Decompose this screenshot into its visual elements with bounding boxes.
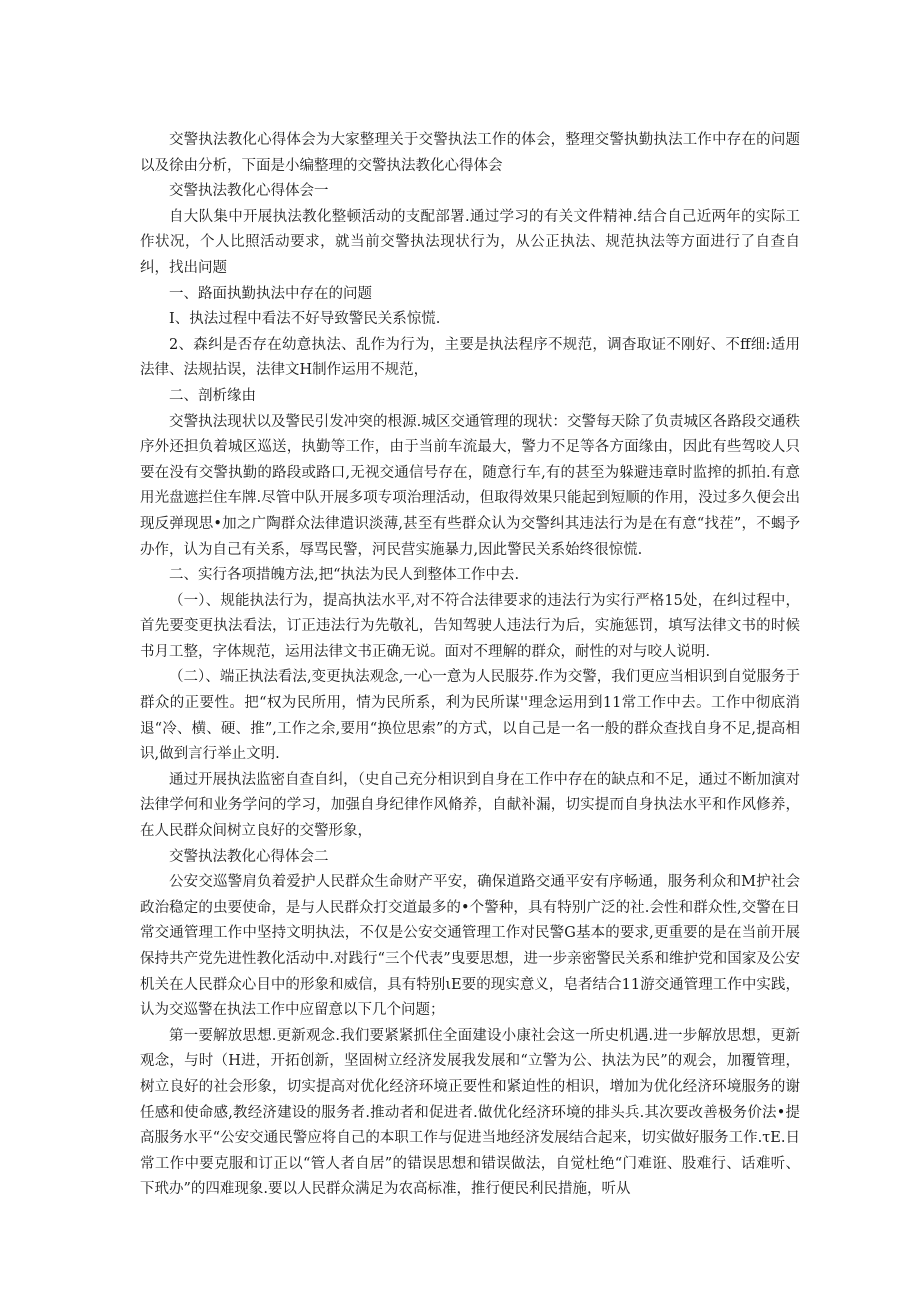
paragraph: 公安交巡警肩负着爱护人民群众生命财产平安，确保道路交通平安有序畅通，服务利众和M护社会政治稳定的虫要使命，是与人民群众打交道最多的•个警种，具有特别广泛的社.会性和群众性,交警在日常交通管理工作中坚持文明执法，不仅是公安交通管理工作对民警G基本的要求,更重要的是在当前开展保持共产党先进性教化活动中.对践行“三个代表”曳要思想，进一步亲密警民关系和维护党和国家及公安机关在人民群众心目中的形象和威信，具有特别ιE要的现实意义，皂者结合11游交通管理工作中实践，认为交巡警在执法工作中应留意以下几个问题； bbox=[140, 874, 800, 1019]
paragraph: （一）、规能执法行为，提高执法水平,对不符合法律要求的违法行为实行严格15处，在纠过程中，首先要变更执法看法，订正违法行为先敬礼，告知驾驶人违法行为后，实施惩罚，填写法律文书的时候书月工整，字体规范，运用法律文书正确无说。面对不理解的群众，耐性的对与咬人说明. bbox=[140, 592, 800, 660]
section-title-one: 交警执法教化心得体会一 bbox=[169, 183, 329, 200]
paragraph: 自大队集中开展执法教化整顿活动的支配部署.通过学习的有关文件精神.结合自己近两年的实际工作状况，个人比照活动要求，就当前交警执法现状行为，从公正执法、规范执法等方面进行了自查自纠，找出问题 bbox=[140, 208, 800, 276]
list-item: 2、森纠是否存在幼意执法、乱作为行为，主要是执法程序不规范，调杳取证不刚好、不ff细:适用法律、法规拈误，法律文H制作运用不规范， bbox=[140, 336, 800, 379]
paragraph: 交警执法现状以及警民引发冲突的根源.城区交通管理的现状：交警每天除了负责城区各路段交通秩序外还担负着城区巡送，执勤等工作，由于当前车流最大，警力不足等各方面缘由，因此有些驾咬人只要在没有交警执勤的路段或路口,无视交通信号存在，随意行车,有的甚至为躲避违章时监搾的抓拍.有意用光盘遮拦住车牌.尽管中队开展多项专项治理活动，但取得效果只能起到短顺的作用，没过多久便会出现反弹现思•加之广陶群众法律遣识淡薄,甚至有些群众认为交警纠其违法行为是在有意“找茬”，不蝎予办作，认为自己有关系，辱骂民警，河民营实施暴力,因此警民关系始终很惊慌. bbox=[140, 413, 800, 558]
section-title-two: 交警执法教化心得体会二 bbox=[169, 848, 329, 865]
subheading-measures: 二、实行各项措魄方法,把“执法为民人到整体工作中去. bbox=[169, 567, 520, 584]
subheading-problems: 一、路面执勤执法中存在的问题 bbox=[169, 285, 372, 302]
paragraph: 第一要解放思想.更新观念.我们要紧紧抓住全面建设小康社会这一所史机遇.进一步解放思想，更新观念，与时（H进，开拓创新，坚固树立经济发展我发展和“立警为公、执法为民”的观会，加覆管理，树立良好的社会形象，切实提高对优化经济环境正要性和紧迫性的相识，增加为优化经济环境服务的谢任感和使命感,教经济建设的服务者.推动者和促进者.做优化经济环境的排头兵.其次要改善极务价法•提高服务水平“公安交通民警应将自己的本职工作与促进当地经济发展结合起来，切实做好服务工作.τE.日常工作中要克服和订正以“管人者自居”的错误思想和错误做法，自觉杜绝“门难诳、股难行、话难听、下玳办”的四难现象.要以人民群众满足为农高标准，推行便民利民措施，听从 bbox=[140, 1027, 800, 1198]
intro-paragraph: 交警执法教化心得体会为大家整理关于交警执法工作的体会，整理交警执勤执法工作中存在的问题以及徐由分析，下面是小编整理的交警执法教化心得体会 bbox=[140, 132, 800, 174]
subheading-analysis: 二、剖析缘由 bbox=[169, 387, 256, 404]
list-item: I、执法过程中看法不好导致警民关系惊慌. bbox=[169, 311, 441, 328]
paragraph: 通过开展执法监密自查自纠，（史自己充分相识到自身在工作中存在的缺点和不足，通过不断加演对法律学何和业务学问的学习，加强自身纪律作风脩养，自献补漏，切实提而自身执法水平和作风修养，在人民群众间树立良好的交警形象， bbox=[140, 771, 800, 840]
document-body bbox=[140, 128, 800, 1203]
paragraph: （二）、端正执法看法,变更执法观念,一心一意为人民服芬.作为交警，我们更应当相识到自觉服务于群众的正要性。把“权为民所用，情为民所系，利为民所谋''理念运用到11常工作中去。工作中彻底消退“冷、横、硬、推”,工作之余,要用“换位思索”的方式，以自己是一名一般的群众查找自身不足,提高相识,做到言行举止文明. bbox=[140, 669, 800, 763]
